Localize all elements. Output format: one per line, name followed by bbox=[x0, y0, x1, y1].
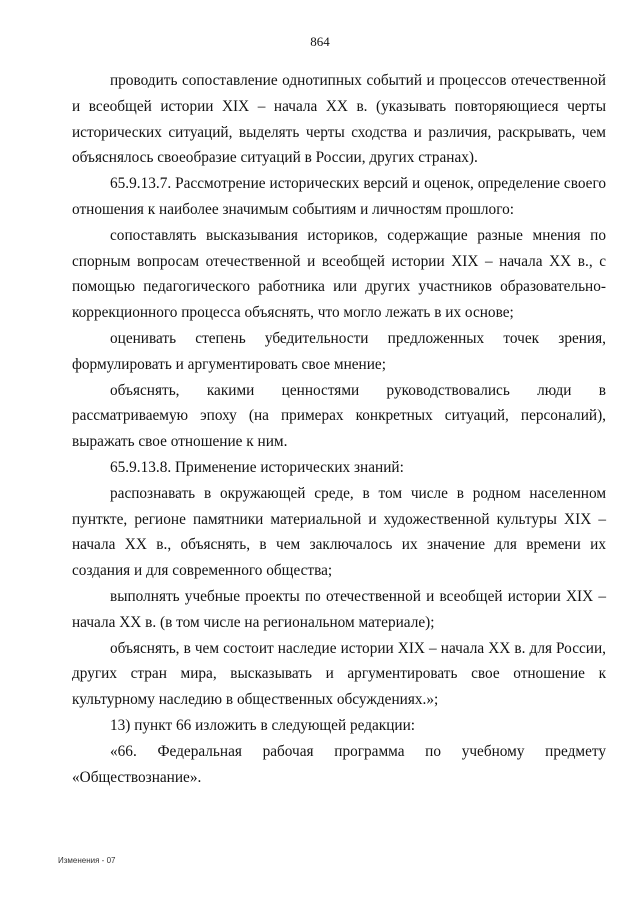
paragraph-item-66-heading: «66. Федеральная рабочая программа по учебному предмету «Обществознание». bbox=[72, 742, 606, 786]
paragraph-item-13: 13) пункт 66 изложить в следующей редакции: bbox=[110, 716, 416, 734]
paragraph-projects: выполнять учебные проекты по отечественной и всеобщей истории XIX – начала XX в. (в том числе на региональном материале); bbox=[72, 587, 606, 631]
document-body bbox=[72, 68, 606, 790]
paragraph-explain-values: объяснять, какими ценностями руководствовались люди в рассматриваемую эпоху (на примерах конкретных ситуаций, персоналий), выражать свое отношение к ним. bbox=[72, 381, 606, 451]
paragraph-heritage: объяснять, в чем состоит наследие истории XIX – начала XX в. для России, других стран мира, высказывать и аргументировать свое отношение к культурному наследию в общественных обсуждениях.»; bbox=[72, 639, 606, 709]
page-number: 864 bbox=[310, 34, 330, 49]
paragraph-section-65-9-13-8: 65.9.13.8. Применение исторических знаний: bbox=[110, 458, 404, 476]
paragraph-section-65-9-13-7: 65.9.13.7. Рассмотрение исторических версий и оценок, определение своего отношения к наиболее значимым событиям и личностям прошлого: bbox=[72, 175, 606, 218]
paragraph-recognize-monuments: распознавать в окружающей среде, в том числе в родном населенном пунтктe, регионе памятники материальной и художественной культуры XIX – начала XX в., объяснять, в чем заключалось их значение для времени их создания и для современного общества; bbox=[72, 484, 606, 580]
paragraph-compare-historians: сопоставлять высказывания историков, содержащие разные мнения по спорным вопросам отечественной и всеобщей истории XIX – начала XX в., с помощью педагогического работника или других участников образовательно-коррекционного процесса объяснять, что могло лежать в их основе; bbox=[72, 226, 606, 322]
paragraph-evaluate-views: оценивать степень убедительности предложенных точек зрения, формулировать и аргументировать свое мнение; bbox=[72, 329, 606, 373]
footer-note: Изменения - 07 bbox=[58, 856, 116, 865]
paragraph-comparison-continuation: проводить сопоставление однотипных событий и процессов отечественной и всеобщей истории XIX – начала XX в. (указывать повторяющиеся черты исторических ситуаций, выделять черты сходства и различия, раскрывать, чем объяснялось своеобразие ситуаций в России, других странах). bbox=[72, 72, 606, 167]
